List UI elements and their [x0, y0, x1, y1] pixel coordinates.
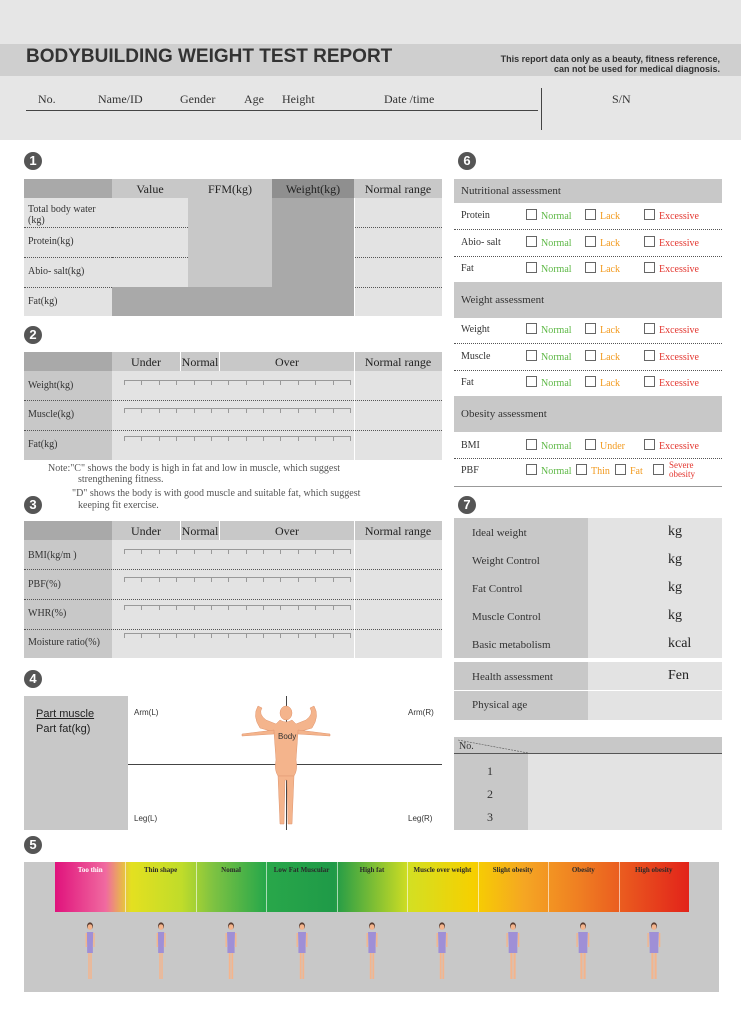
s2-row-weight: Weight(kg): [28, 380, 74, 391]
s7-number-2: 2: [487, 787, 493, 801]
disclaimer-line1: This report data only as a beauty, fitness reference,: [500, 54, 720, 64]
s5-person-icon: [154, 921, 168, 983]
s5-category-6: Slight obesity: [492, 866, 533, 874]
s6-option-weight-1-2[interactable]: Excessive: [644, 350, 699, 363]
s6-option-nutrition-2-0[interactable]: Normal: [526, 262, 572, 275]
sn-label: S/N: [612, 92, 631, 106]
s3-scale-moisture: [124, 633, 350, 639]
s1-row-fat: Fat(kg): [28, 296, 58, 307]
s2-note-1a: Note:"C" shows the body is high in fat and low in muscle, which suggest: [48, 463, 341, 474]
s6-row-nutrition-2: Fat: [461, 263, 474, 274]
checkbox-icon[interactable]: [576, 464, 587, 475]
s3-col-over: Over: [275, 524, 299, 538]
report-title: BODYBUILDING WEIGHT TEST REPORT: [26, 46, 393, 67]
s6-row-nutrition-0: Protein: [461, 210, 490, 221]
section-number-4: 4: [24, 670, 42, 688]
s6-option-weight-2-1[interactable]: Lack: [585, 376, 620, 389]
s5-category-7: Obesity: [571, 866, 595, 874]
s7-number-3: 3: [487, 810, 493, 824]
s3-table: [24, 521, 442, 658]
s6-option-nutrition-1-2[interactable]: Excessive: [644, 236, 699, 249]
section-number-1: 1: [24, 152, 42, 170]
s6-option-weight-2-2[interactable]: Excessive: [644, 376, 699, 389]
checkbox-icon[interactable]: [644, 439, 655, 450]
checkbox-icon[interactable]: [644, 262, 655, 273]
s1-row-protein: Protein(kg): [28, 236, 74, 247]
s6-row-nutrition-1: Abio- salt: [461, 237, 501, 248]
s7-row-label-4: Basic metabolism: [472, 639, 551, 651]
s3-scale-bmi: [124, 549, 350, 555]
body-figure-icon: [234, 700, 338, 828]
checkbox-icon[interactable]: [526, 376, 537, 387]
section-number-5: 5: [24, 836, 42, 854]
s7-row-label-1: Weight Control: [472, 555, 540, 567]
s5-person-icon: [224, 921, 238, 983]
s6-option-bmi-2[interactable]: Excessive: [644, 439, 699, 452]
s5-category-3: Low Fat Muscular: [273, 866, 330, 874]
s3-row-moisture: Moisture ratio(%): [28, 637, 100, 648]
checkbox-icon[interactable]: [644, 323, 655, 334]
s3-row-whr: WHR(%): [28, 608, 67, 619]
header-underline: [26, 110, 538, 111]
s3-row-pbf: PBF(%): [28, 579, 61, 590]
checkbox-icon[interactable]: [526, 236, 537, 247]
s5-person-icon: [83, 921, 97, 983]
s7-health-panel: [454, 662, 722, 720]
s1-row-total-body-water: Total body water (kg): [28, 204, 96, 226]
s2-note-1b: strengthening fitness.: [78, 474, 164, 485]
header-field-name: Name/ID: [98, 92, 143, 106]
header-field-datetime: Date /time: [384, 92, 435, 106]
s3-col-normal: Normal: [181, 524, 219, 538]
checkbox-icon[interactable]: [526, 439, 537, 450]
s2-col-normal-range: Normal range: [364, 355, 432, 369]
s1-col-ffm: FFM(kg): [207, 182, 252, 196]
s4-leg-right: Leg(R): [408, 814, 433, 823]
s7-health-label: Health assessment: [472, 671, 553, 683]
s6-option-nutrition-2-1[interactable]: Lack: [585, 262, 620, 275]
s2-scale-fat: [124, 436, 350, 442]
checkbox-icon[interactable]: [644, 350, 655, 361]
checkbox-icon[interactable]: [585, 439, 596, 450]
section-number-2: 2: [24, 326, 42, 344]
s6-option-pbf-1[interactable]: Thin: [576, 464, 610, 477]
s2-row-fat: Fat(kg): [28, 439, 58, 450]
s6-option-nutrition-0-0[interactable]: Normal: [526, 209, 572, 222]
s4-part-fat: Part fat(kg): [36, 723, 91, 735]
s6-obesity-title: Obesity assessment: [461, 408, 547, 420]
s6-option-pbf-2[interactable]: Fat: [615, 464, 643, 477]
s2-table: [24, 352, 442, 460]
s6-row-bmi: BMI: [461, 440, 480, 451]
header-field-gender: Gender: [180, 92, 216, 106]
s5-person-icon: [647, 921, 661, 983]
s7-row-unit-4: kcal: [668, 636, 692, 651]
s1-col-normal-range: Normal range: [364, 182, 432, 196]
s5-person-icon: [435, 921, 449, 983]
section-number-6: 6: [458, 152, 476, 170]
checkbox-icon[interactable]: [585, 262, 596, 273]
section-number-3: 3: [24, 496, 42, 514]
s7-age-label: Physical age: [472, 699, 528, 711]
header-field-age: Age: [244, 92, 264, 106]
checkbox-icon[interactable]: [526, 262, 537, 273]
s1-row-abio-salt: Abio- salt(kg): [28, 266, 85, 277]
s7-row-unit-2: kg: [668, 580, 682, 595]
checkbox-icon[interactable]: [585, 376, 596, 387]
checkbox-icon[interactable]: [526, 209, 537, 220]
s7-row-label-3: Muscle Control: [472, 611, 541, 623]
checkbox-icon[interactable]: [526, 323, 537, 334]
s2-row-muscle: Muscle(kg): [28, 409, 75, 420]
s5-person-icon: [365, 921, 379, 983]
s7-panel: [454, 518, 722, 658]
s3-col-under: Under: [131, 524, 161, 538]
s6-panel: Nutritional assessment Weight assessment Obesity assessment Protein Normal Lack Excessive Abio- salt Normal Lack Excessive Fat Normal Lack Excessive Weight Normal Lack Excessive Muscle Normal Lack Excessive Fat Normal Lack Excessive BMI Normal Under Excessive PBF Normal Thin Fat Severe obesity: [454, 179, 722, 487]
s2-col-over: Over: [275, 355, 299, 369]
s6-option-bmi-1[interactable]: Under: [585, 439, 625, 452]
s6-weight-title: Weight assessment: [461, 294, 545, 306]
header-field-height: Height: [282, 92, 315, 106]
s5-person-icon: [506, 921, 520, 983]
checkbox-icon[interactable]: [526, 464, 537, 475]
s6-option-nutrition-0-1[interactable]: Lack: [585, 209, 620, 222]
checkbox-icon[interactable]: [526, 350, 537, 361]
s7-history-panel: [454, 737, 722, 830]
s2-note-2a: "D" shows the body is with good muscle and suitable fat, which suggest: [72, 488, 361, 499]
s3-scale-pbf: [124, 577, 350, 583]
s6-row-weight-0: Weight: [461, 324, 490, 335]
s6-option-weight-1-1[interactable]: Lack: [585, 350, 620, 363]
checkbox-icon[interactable]: [585, 236, 596, 247]
s5-category-4: High fat: [359, 866, 385, 874]
s6-option-weight-0-0[interactable]: Normal: [526, 323, 572, 336]
s7-row-label-2: Fat Control: [472, 583, 523, 595]
checkbox-icon[interactable]: [585, 323, 596, 334]
s1-table: [24, 179, 442, 316]
s2-col-normal: Normal: [181, 355, 219, 369]
s5-category-8: High obesity: [634, 866, 673, 874]
s5-category-2: Nomal: [221, 866, 242, 874]
s3-row-bmi: BMI(kg/m ): [28, 550, 77, 561]
s4-arm-left: Arm(L): [134, 708, 159, 717]
header-field-no: No.: [38, 92, 56, 106]
s6-option-bmi-0[interactable]: Normal: [526, 439, 572, 452]
checkbox-icon[interactable]: [653, 464, 664, 475]
s1-col-weight: Weight(kg): [285, 182, 341, 196]
s2-scale-weight: [124, 380, 350, 386]
s7-no-label: No.: [459, 741, 474, 752]
s6-option-weight-1-0[interactable]: Normal: [526, 350, 572, 363]
s6-option-nutrition-1-0[interactable]: Normal: [526, 236, 572, 249]
s7-health-unit: Fen: [668, 668, 689, 683]
s6-option-nutrition-2-2[interactable]: Excessive: [644, 262, 699, 275]
s2-note-2b: keeping fit exercise.: [78, 500, 159, 511]
s6-option-weight-0-2[interactable]: Excessive: [644, 323, 699, 336]
checkbox-icon[interactable]: [585, 209, 596, 220]
s3-col-normal-range: Normal range: [364, 524, 432, 538]
s5-person-icon: [576, 921, 590, 983]
s2-scale-muscle: [124, 408, 350, 414]
s6-row-weight-2: Fat: [461, 377, 474, 388]
s6-row-weight-1: Muscle: [461, 351, 491, 362]
checkbox-icon[interactable]: [644, 209, 655, 220]
s7-row-label-0: Ideal weight: [472, 527, 527, 539]
s4-body-label: Body: [278, 732, 297, 741]
s6-row-pbf: PBF: [461, 465, 479, 476]
checkbox-icon[interactable]: [615, 464, 626, 475]
s4-part-muscle: Part muscle: [36, 708, 95, 720]
s5-person-icon: [295, 921, 309, 983]
s6-option-nutrition-0-2[interactable]: Excessive: [644, 209, 699, 222]
s6-option-weight-2-0[interactable]: Normal: [526, 376, 572, 389]
s2-col-under: Under: [131, 355, 161, 369]
s7-number-1: 1: [487, 764, 493, 778]
s6-nutrition-title: Nutritional assessment: [461, 185, 561, 197]
s5-category-5: Muscle over weight: [413, 866, 472, 874]
s3-scale-whr: [124, 605, 350, 611]
disclaimer-line2: can not be used for medical diagnosis.: [553, 64, 720, 74]
s7-row-unit-3: kg: [668, 608, 682, 623]
s5-category-1: Thin shape: [144, 866, 178, 874]
s7-row-unit-1: kg: [668, 552, 682, 567]
s4-leg-left: Leg(L): [134, 814, 158, 823]
s4-panel: [24, 696, 442, 830]
s6-option-weight-0-1[interactable]: Lack: [585, 323, 620, 336]
s5-category-0: Too thin: [77, 866, 103, 874]
s1-col-value: Value: [136, 182, 164, 196]
checkbox-icon[interactable]: [585, 350, 596, 361]
section-number-7: 7: [458, 496, 476, 514]
checkbox-icon[interactable]: [644, 236, 655, 247]
checkbox-icon[interactable]: [644, 376, 655, 387]
s4-arm-right: Arm(R): [408, 708, 434, 717]
s6-option-nutrition-1-1[interactable]: Lack: [585, 236, 620, 249]
s6-option-pbf-0[interactable]: Normal: [526, 464, 572, 477]
header-divider: [541, 88, 542, 130]
s7-row-unit-0: kg: [668, 524, 682, 539]
